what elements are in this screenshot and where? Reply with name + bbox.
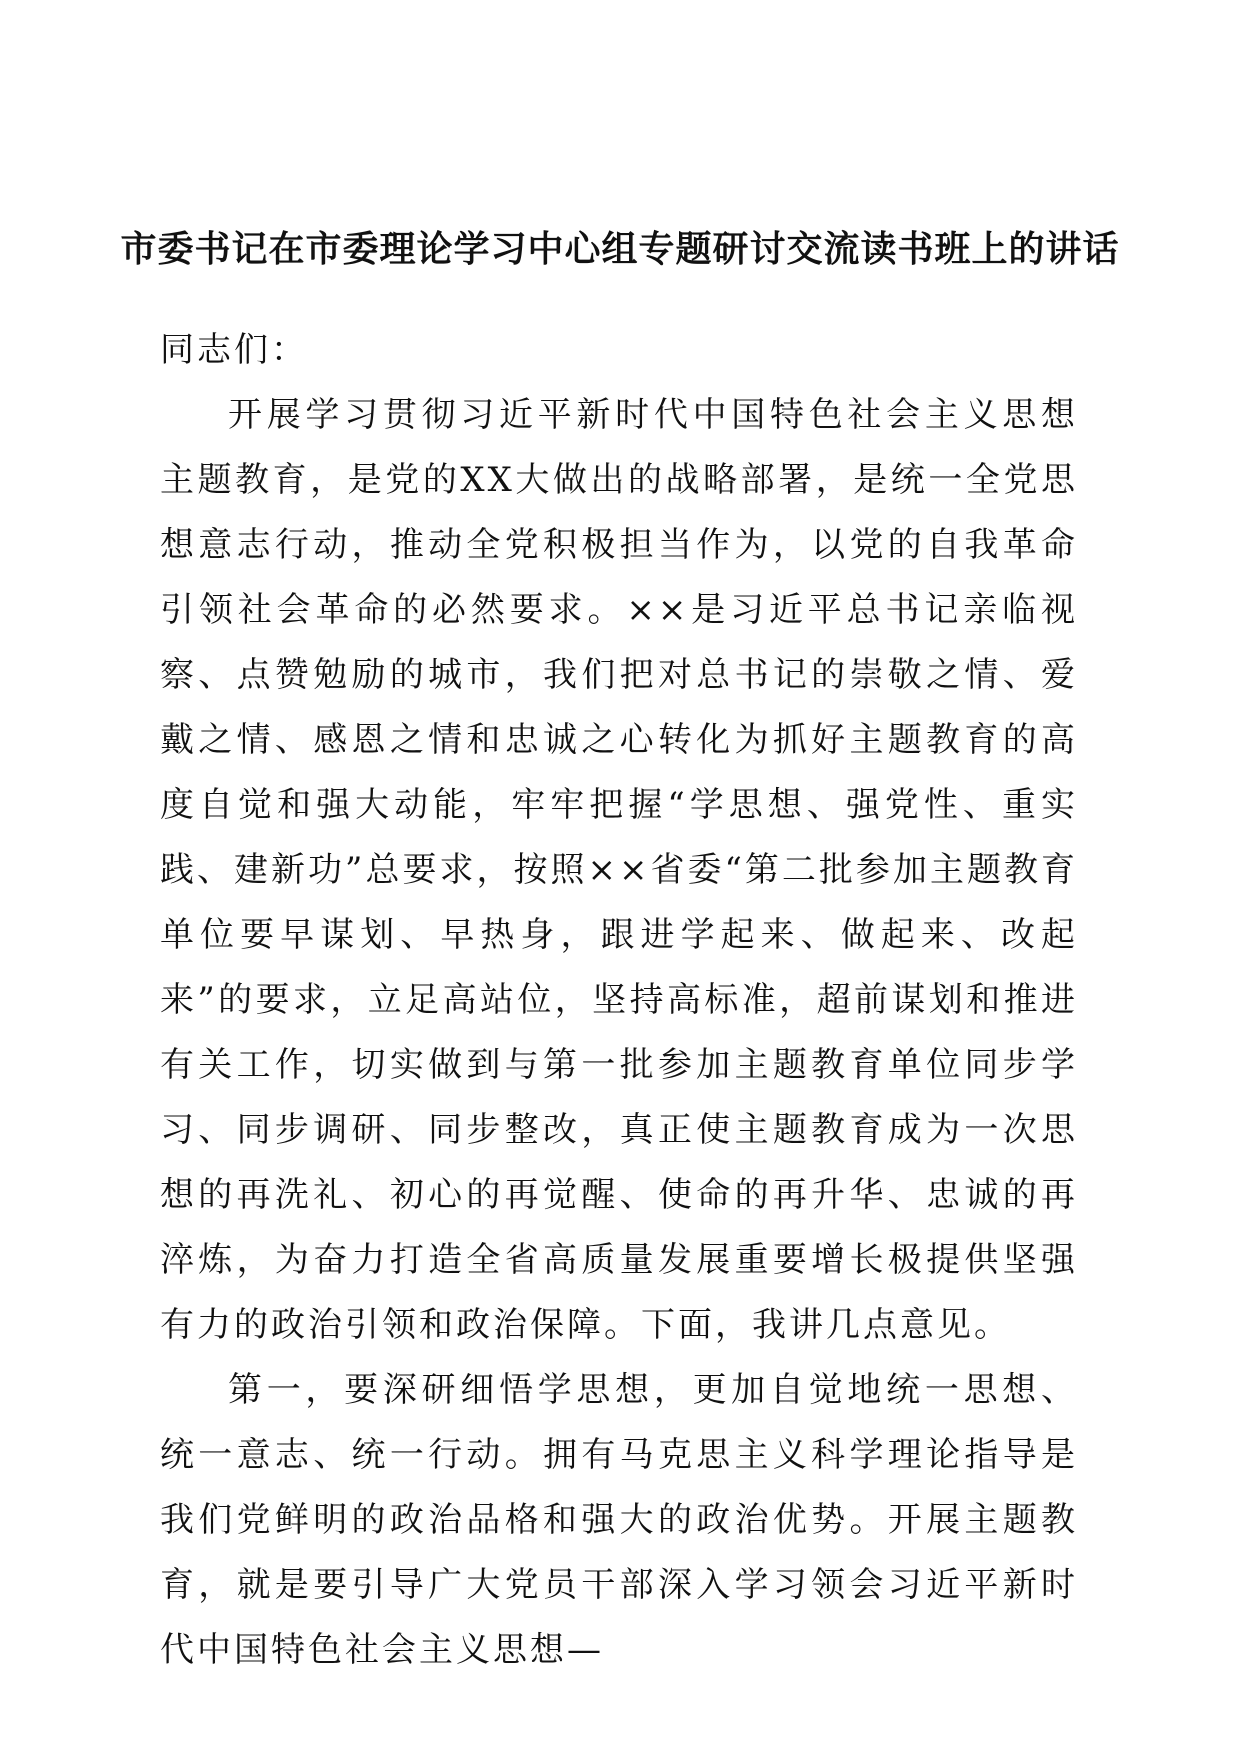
paragraph-1: 开展学习贯彻习近平新时代中国特色社会主义思想主题教育，是党的XX大做出的战略部署，是统一全党思想意志行动，推动全党积极担当作为，以党的自我革命引领社会革命的必然要求。××是习近平总书记亲临视察、点赞勉励的城市，我们把对总书记的崇敬之情、爱戴之情、感恩之情和忠诚之心转化为抓好主题教育的高度自觉和强大动能，牢牢把握“学思想、强党性、重实践、建新功”总要求，按照××省委“第二批参加主题教育单位要早谋划、早热身，跟进学起来、做起来、改起来”的要求，立足高站位，坚持高标准，超前谋划和推进有关工作，切实做到与第一批参加主题教育单位同步学习、同步调研、同步整改，真正使主题教育成为一次思想的再洗礼、初心的再觉醒、使命的再升华、忠诚的再淬炼，为奋力打造全省高质量发展重要增长极提供坚强有力的政治引领和政治保障。下面，我讲几点意见。 [160, 395, 1078, 1345]
salutation: 同志们： [160, 330, 308, 370]
document-body [160, 318, 1078, 1683]
document-title: 市委书记在市委理论学习中心组专题研讨交流读书班上的讲话 [120, 229, 1120, 270]
paragraph-2: 第一，要深研细悟学思想，更加自觉地统一思想、统一意志、统一行动。拥有马克思主义科学理论指导是我们党鲜明的政治品格和强大的政治优势。开展主题教育，就是要引导广大党员干部深入学习领会习近平新时代中国特色社会主义思想— [160, 1370, 1078, 1670]
